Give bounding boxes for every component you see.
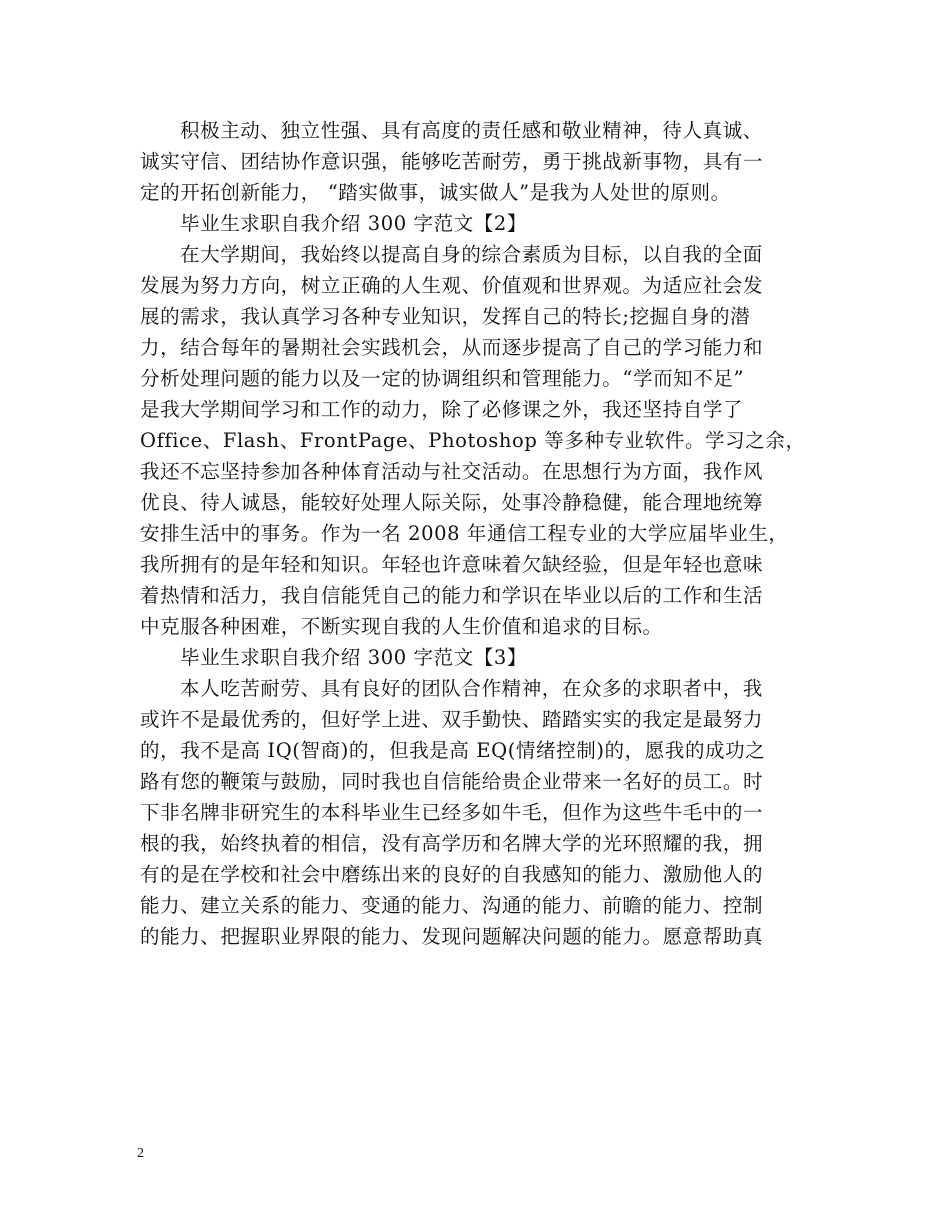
paragraph-line: 的，我不是高 IQ(智商)的，但我是高 EQ(情绪控制)的，愿我的成功之	[140, 739, 766, 762]
paragraph-line: 是我大学期间学习和工作的动力，除了必修课之外，我还坚持自学了	[140, 398, 744, 421]
paragraph-line: 展的需求，我认真学习各种专业知识，发挥自己的特长;挖掘自身的潜	[140, 305, 751, 328]
paragraph-line: 在大学期间，我始终以提高自身的综合素质为目标，以自我的全面	[180, 243, 763, 266]
page-number: 2	[137, 1146, 144, 1161]
section-heading: 毕业生求职自我介绍 300 字范文【2】	[180, 212, 528, 235]
paragraph-line: 我所拥有的是年轻和知识。年轻也许意味着欠缺经验，但是年轻也意味	[140, 553, 764, 576]
paragraph-line: 中克服各种困难，不断实现自我的人生价值和追求的目标。	[140, 615, 663, 638]
paragraph-line: 分析处理问题的能力以及一定的协调组织和管理能力。“学而知不足”	[140, 367, 745, 390]
paragraph-line: 路有您的鞭策与鼓励，同时我也自信能给贵企业带来一名好的员工。时	[140, 770, 764, 793]
paragraph-line: Office、Flash、FrontPage、Photoshop 等多种专业软件。学习之余，	[140, 429, 806, 452]
paragraph-line: 发展为努力方向，树立正确的人生观、价值观和世界观。为适应社会发	[140, 274, 764, 297]
paragraph-line: 或许不是最优秀的，但好学上进、双手勤快、踏踏实实的我定是最努力	[140, 708, 764, 731]
paragraph-line: 着热情和活力，我自信能凭自己的能力和学识在毕业以后的工作和生活	[140, 584, 764, 607]
paragraph-line: 根的我，始终执着的相信，没有高学历和名牌大学的光环照耀的我，拥	[140, 832, 764, 855]
section-heading: 毕业生求职自我介绍 300 字范文【3】	[180, 646, 528, 669]
paragraph-line: 我还不忘坚持参加各种体育活动与社交活动。在思想行为方面，我作风	[140, 460, 764, 483]
paragraph-line: 定的开拓创新能力， “踏实做事，诚实做人”是我为人处世的原则。	[140, 181, 731, 204]
paragraph-line: 有的是在学校和社会中磨练出来的良好的自我感知的能力、激励他人的	[140, 863, 764, 886]
paragraph-line: 优良、待人诚恳，能较好处理人际关际，处事冷静稳健，能合理地统筹	[140, 491, 764, 514]
paragraph-line: 的能力、把握职业界限的能力、发现问题解决问题的能力。愿意帮助真	[140, 925, 764, 948]
body-text	[140, 115, 816, 952]
paragraph-line: 诚实守信、团结协作意识强，能够吃苦耐劳，勇于挑战新事物，具有一	[140, 150, 764, 173]
paragraph-line: 积极主动、独立性强、具有高度的责任感和敬业精神，待人真诚、	[180, 119, 763, 142]
paragraph-line: 能力、建立关系的能力、变通的能力、沟通的能力、前瞻的能力、控制	[140, 894, 764, 917]
paragraph-line: 本人吃苦耐劳、具有良好的团队合作精神，在众多的求职者中，我	[180, 677, 763, 700]
paragraph-line: 下非名牌非研究生的本科毕业生已经多如牛毛，但作为这些牛毛中的一	[140, 801, 764, 824]
paragraph-line: 力，结合每年的暑期社会实践机会，从而逐步提高了自己的学习能力和	[140, 336, 764, 359]
paragraph-line: 安排生活中的事务。作为一名 2008 年通信工程专业的大学应届毕业生，	[140, 522, 789, 545]
